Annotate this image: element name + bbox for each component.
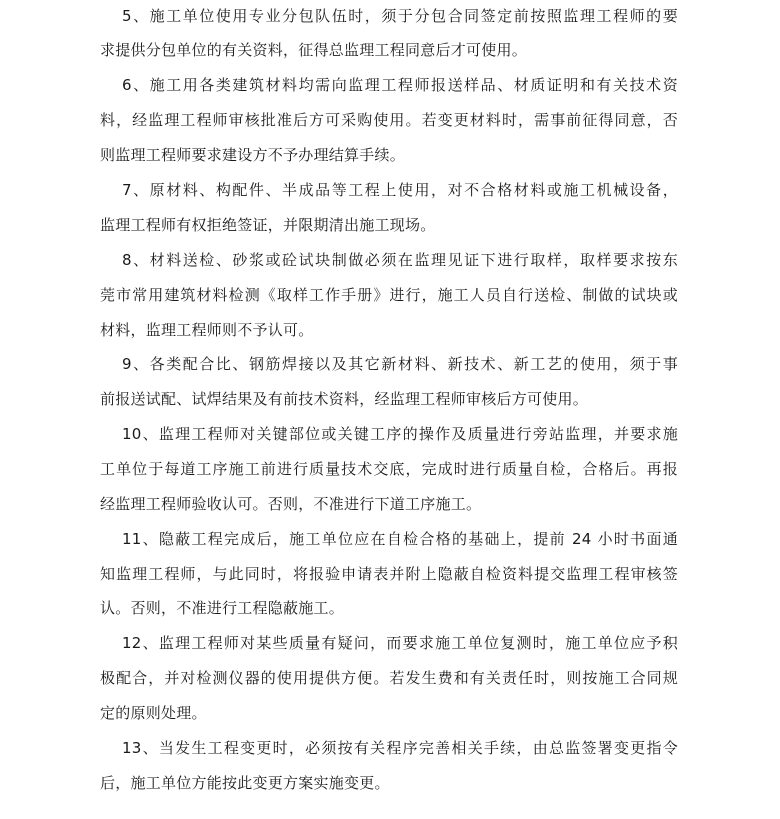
paragraph-10-line-1: 10、监理工程师对关键部位或关键工序的操作及质量进行旁站监理，并要求施 — [122, 425, 678, 443]
paragraph-13-line-1: 13、当发生工程变更时，必须按有关程序完善相关手续，由总监签署变更指令 — [122, 739, 678, 757]
paragraph-9-line-1: 9、各类配合比、钢筋焊接以及其它新材料、新技术、新工艺的使用，须于事 — [122, 355, 678, 373]
paragraph-11-line-2: 知监理工程师，与此同时，将报验申请表并附上隐蔽自检资料提交监理工程审核签 — [100, 565, 678, 583]
paragraph-10-line-3: 经监理工程师验收认可。否则，不准进行下道工序施工。 — [100, 495, 482, 513]
paragraph-5-line-2: 求提供分包单位的有关资料，征得总监理工程同意后才可使用。 — [100, 41, 528, 59]
paragraph-7-line-1: 7、原材料、构配件、半成品等工程上使用，对不合格材料或施工机械设备， — [122, 181, 678, 199]
paragraph-12-line-2: 极配合，并对检测仪器的使用提供方便。若发生费和有关责任时，则按施工合同规 — [100, 669, 678, 687]
paragraph-13-line-2: 后，施工单位方能按此变更方案实施变更。 — [100, 774, 390, 792]
paragraph-6-line-2: 料，经监理工程师审核批准后方可采购使用。若变更材料时，需事前征得同意，否 — [100, 111, 678, 129]
paragraph-6-line-3: 则监理工程师要求建设方不予办理结算手续。 — [100, 146, 406, 164]
paragraph-8-line-3: 材料，监理工程师则不予认可。 — [100, 321, 314, 339]
paragraph-7-line-2: 监理工程师有权拒绝签证，并限期清出施工现场。 — [100, 216, 436, 234]
paragraph-11-line-1: 11、隐蔽工程完成后，施工单位应在自检合格的基础上，提前 24 小时书面通 — [122, 530, 678, 548]
paragraph-12-line-3: 定的原则处理。 — [100, 704, 207, 722]
paragraph-9-line-2: 前报送试配、试焊结果及有前技术资料，经监理工程师审核后方可使用。 — [100, 390, 589, 408]
paragraph-6-line-1: 6、施工用各类建筑材料均需向监理工程师报送样品、材质证明和有关技术资 — [122, 76, 678, 94]
paragraph-5-line-1: 5、施工单位使用专业分包队伍时，须于分包合同签定前按照监理工程师的要 — [122, 7, 678, 25]
paragraph-8-line-1: 8、材料送检、砂浆或砼试块制做必须在监理见证下进行取样，取样要求按东 — [122, 251, 678, 269]
paragraph-8-line-2: 莞市常用建筑材料检测《取样工作手册》进行，施工人员自行送检、制做的试块或 — [100, 286, 678, 304]
paragraph-10-line-2: 工单位于每道工序施工前进行质量技术交底，完成时进行质量自检，合格后。再报 — [100, 460, 678, 478]
paragraph-12-line-1: 12、监理工程师对某些质量有疑问，而要求施工单位复测时，施工单位应予积 — [122, 634, 678, 652]
paragraph-11-line-3: 认。否则，不准进行工程隐蔽施工。 — [100, 599, 345, 617]
